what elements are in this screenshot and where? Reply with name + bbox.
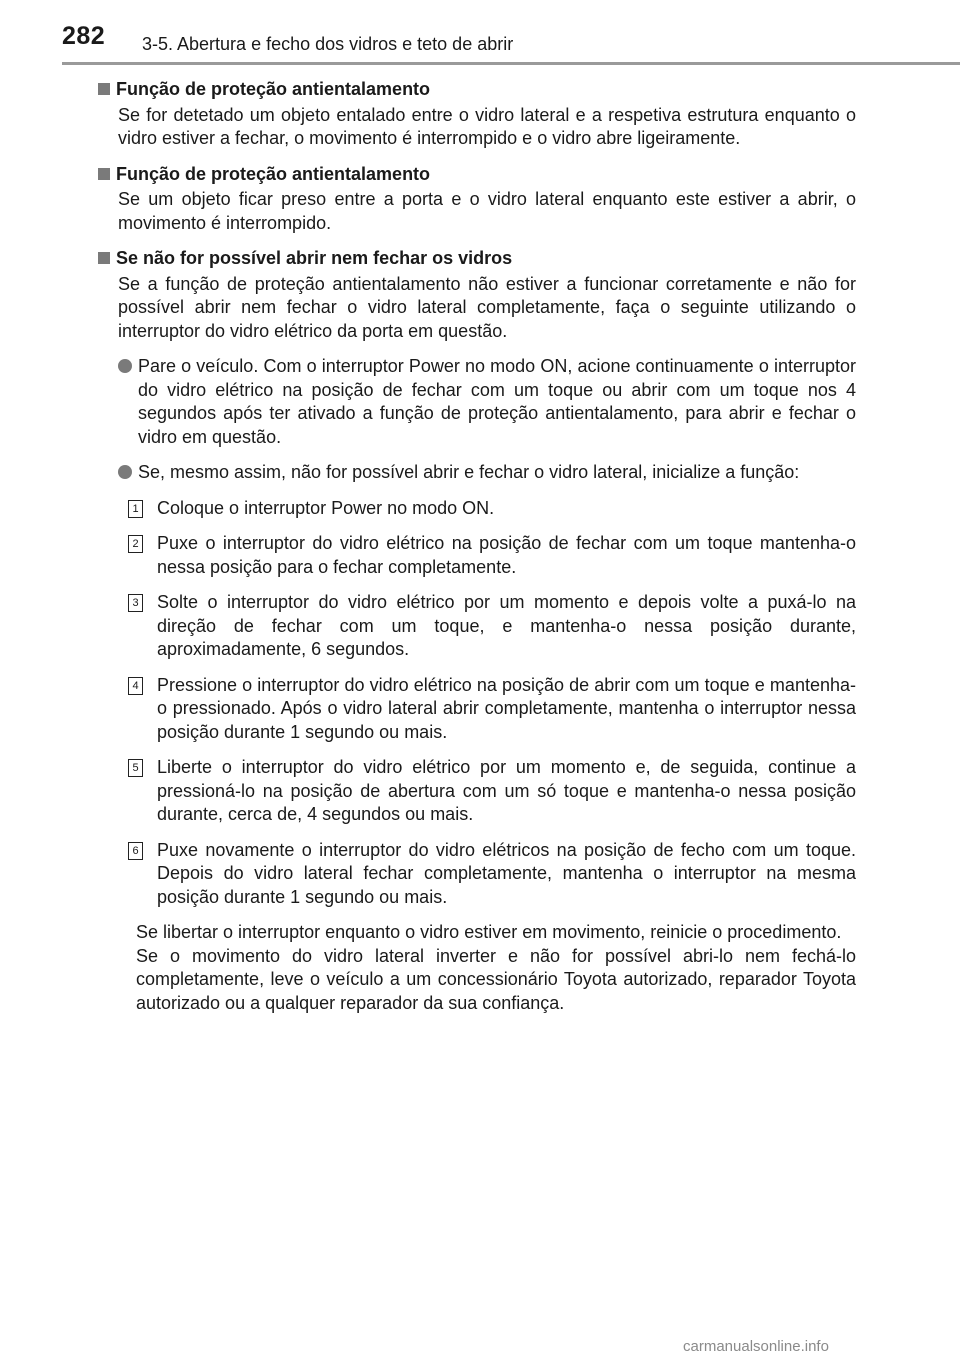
watermark: carmanualsonline.info [683, 1338, 829, 1355]
step-item [128, 674, 856, 745]
section-title: 3-5. Abertura e fecho dos vidros e teto de abrir [142, 34, 514, 54]
circle-bullet-icon [118, 465, 132, 479]
bullet-item [118, 461, 856, 485]
step-text: Puxe novamente o interruptor do vidro elétricos na posição de fecho com um toque. Depois do vidro lateral fechar completamente, mantenha o interruptor na mesma posição durante 1 segundo ou mais. [157, 839, 856, 907]
section-heading [98, 163, 856, 187]
step-item [128, 532, 856, 579]
bullet-text: Se, mesmo assim, não for possível abrir e fechar o vidro lateral, inicialize a função: [138, 462, 800, 482]
step-text: Liberte o interruptor do vidro elétrico por um momento e, de seguida, continue a pressioná-lo na posição de abertura com um só toque e mantenha-o nessa posição durante, cerca de, 4 segundos ou mais. [157, 757, 856, 824]
step-text: Puxe o interruptor do vidro elétrico na posição de fechar com um toque mantenha-o nessa posição para o fechar completamente. [157, 533, 856, 577]
step-text: Pressione o interruptor do vidro elétrico na posição de abrir com um toque e mantenha-o pressionado. Após o vidro lateral abrir completamente, mantenha o interruptor nessa posição durante 1 segundo ou mais. [157, 674, 856, 742]
paragraph: Se for detetado um objeto entalado entre o vidro lateral e a respetiva estrutura enquanto o vidro estiver a fechar, o movimento é interrompido e o vidro abre ligeiramente. [118, 104, 856, 148]
bullet-item [118, 355, 856, 449]
bullet-text: Pare o veículo. Com o interruptor Power no modo ON, acione continuamente o interruptor do vidro elétrico na posição de fechar com um toque ou abrir com um toque nos 4 segundos após ter ativado a função de proteção antientalamento, para abrir e fechar o vidro em questão. [138, 356, 856, 447]
heading-text: Função de proteção antientalamento [116, 79, 431, 99]
heading-text: Função de proteção antientalamento [116, 163, 431, 184]
page-number: 282 [62, 22, 106, 50]
header-divider [62, 62, 960, 65]
step-number-box: 3 [128, 594, 143, 612]
square-bullet-icon [98, 168, 110, 180]
step-number-box: 2 [128, 535, 143, 553]
step-number-box: 5 [128, 759, 143, 777]
page-header [0, 0, 960, 64]
page-content [98, 78, 856, 1015]
paragraph: Se um objeto ficar preso entre a porta e o vidro lateral enquanto este estiver a abrir, o movimento é interrompido. [118, 189, 856, 233]
circle-bullet-icon [118, 359, 132, 373]
paragraph: Se a função de proteção antientalamento não estiver a funcionar corretamente e não for possível abrir nem fechar o vidro lateral completamente, faça o seguinte utilizando o interruptor do vidro elétrico da porta em questão. [118, 273, 856, 341]
section-heading [98, 247, 856, 271]
note-paragraph: Se libertar o interruptor enquanto o vidro estiver em movimento, reinicie o procedimento. [136, 922, 842, 942]
step-number-box: 1 [128, 500, 143, 518]
section-heading [98, 78, 856, 102]
step-item [128, 497, 856, 521]
heading-text: Se não for possível abrir nem fechar os vidros [116, 248, 513, 268]
step-number-box: 4 [128, 677, 143, 695]
step-number-box: 6 [128, 842, 143, 860]
note-paragraph: Se o movimento do vidro lateral inverter e não for possível abri-lo nem fechá-lo completamente, leve o veículo a um concessionário Toyota autorizado, reparador Toyota autorizado ou a qualquer reparador da sua confiança. [136, 945, 856, 1013]
square-bullet-icon [98, 252, 110, 264]
step-item [128, 839, 856, 910]
square-bullet-icon [98, 83, 110, 95]
step-text: Coloque o interruptor Power no modo ON. [157, 497, 495, 518]
step-item [128, 591, 856, 662]
step-item [128, 756, 856, 827]
step-text: Solte o interruptor do vidro elétrico por um momento e depois volte a puxá-lo na direção de fechar com um toque, e mantenha-o nessa posição durante, aproximadamente, 6 segundos. [157, 592, 856, 659]
